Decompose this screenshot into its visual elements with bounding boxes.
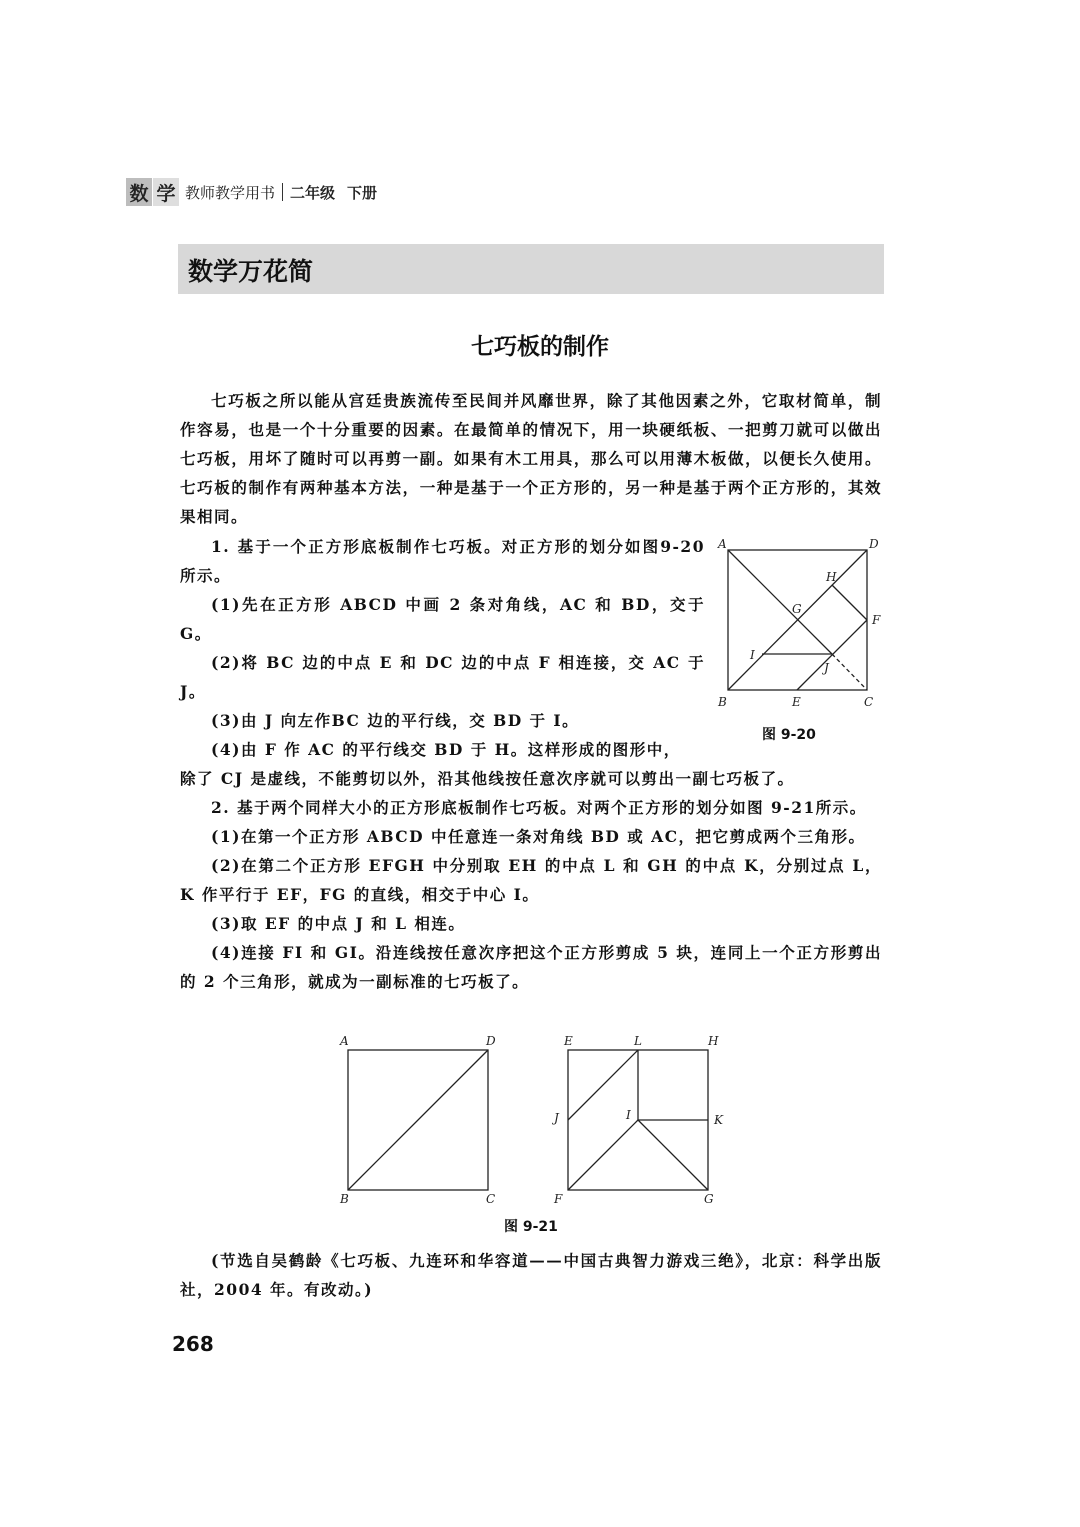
article-title: 七巧板的制作 (471, 334, 609, 360)
book-logo (126, 178, 179, 206)
fig1-label-f: F (872, 613, 881, 627)
method-2-step-1: (1)在第一个正方形 ABCD 中任意连一条对角线 BD 或 AC，把它剪成两个三角形。 (211, 827, 866, 846)
fig1-line-fh (832, 585, 867, 620)
figure-9-20 (712, 532, 892, 712)
header-divider (282, 183, 283, 201)
volume-label: 下册 (347, 183, 378, 202)
section-title: 数学万花简 (188, 257, 314, 286)
source-citation: (节选自吴鹤龄《七巧板、九连环和华容道——中国古典智力游戏三绝》，北京：科学出版社，2004 年。有改动。) (180, 1251, 882, 1299)
intro-paragraph: 七巧板之所以能从宫廷贵族流传至民间并风靡世界，除了其他因素之外，它取材简单，制作容易，也是一个十分重要的因素。在最简单的情况下，用一块硬纸板、一把剪刀就可以做出七巧板，用坏了随时可以再剪一副。如果有木工用具，那么可以用薄木板做，以便长久使用。七巧板的制作有两种基本方法，一种是基于一个正方形的，另一种是基于两个正方形的，其效果相同。 (180, 391, 882, 526)
method-2-heading: 2. 基于两个同样大小的正方形底板制作七巧板。对两个正方形的划分如图 9-21所示。 (211, 798, 867, 817)
fig1-label-d: D (869, 537, 879, 551)
fig1-label-e: E (792, 695, 801, 709)
fig1-diagonal-cj-dashed (832, 654, 867, 690)
method-1-step-2: (2)将 BC 边的中点 E 和 DC 边的中点 F 相连接，交 AC 于J。 (180, 653, 705, 701)
figure-9-20-caption: 图 9-20 (762, 727, 816, 743)
fig1-label-a: A (718, 537, 727, 551)
fig1-label-j: J (824, 661, 829, 675)
fig2-label-j: J (554, 1111, 559, 1125)
fig1-label-g: G (792, 602, 802, 616)
method-2-step-2: (2)在第二个正方形 EFGH 中分别取 EH 的中点 L 和 GH 的中点 K，分别过点 L，K 作平行于 EF，FG 的直线，相交于中心 I。 (180, 856, 882, 904)
figure-9-21 (332, 1026, 742, 1216)
fig2-label-h: H (708, 1034, 719, 1048)
method-1-block (180, 532, 705, 764)
fig2-diagonal-bd (348, 1050, 488, 1190)
book-name: 教师教学用书 (185, 183, 276, 202)
fig2-label-f: F (554, 1192, 563, 1206)
method-2-block (180, 764, 882, 996)
method-2-step-3: (3)取 EF 的中点 J 和 L 相连。 (211, 914, 466, 933)
fig2-line-fi (568, 1120, 638, 1190)
fig1-label-b: B (718, 695, 727, 709)
fig2-label-a: A (340, 1034, 349, 1048)
method-1-continuation: 除了 CJ 是虚线，不能剪切以外，沿其他线按任意次序就可以剪出一副七巧板了。 (180, 769, 795, 788)
method-1-heading: 1. 基于一个正方形底板制作七巧板。对正方形的划分如图9-20所示。 (180, 537, 705, 585)
fig2-label-b: B (340, 1192, 349, 1206)
fig2-label-d: D (486, 1034, 496, 1048)
fig2-label-i: I (626, 1108, 631, 1122)
fig2-label-e: E (564, 1034, 573, 1048)
fig2-label-l: L (634, 1034, 642, 1048)
fig2-label-k: K (714, 1113, 723, 1127)
method-1-step-1: (1)先在正方形 ABCD 中画 2 条对角线，AC 和 BD，交于G。 (180, 595, 705, 643)
page-number: 268 (172, 1332, 214, 1356)
fig1-label-i: I (750, 648, 755, 662)
fig1-label-h: H (826, 570, 837, 584)
fig1-label-c: C (864, 695, 874, 709)
method-1-step-3: (3)由 J 向左作BC 边的平行线，交 BD 于 I。 (211, 711, 580, 730)
fig2-label-g: G (704, 1192, 714, 1206)
running-header (126, 176, 377, 208)
fig2-label-c: C (486, 1192, 496, 1206)
logo-char-2: 学 (153, 178, 179, 206)
figure-9-21-caption: 图 9-21 (504, 1219, 558, 1235)
method-1-step-4: (4)由 F 作 AC 的平行线交 BD 于 H。这样形成的图形中， (211, 740, 681, 759)
fig2-line-gi (638, 1120, 708, 1190)
logo-char-1: 数 (126, 178, 152, 206)
method-2-step-4: (4)连接 FI 和 GI。沿连线按任意次序把这个正方形剪成 5 块，连同上一个正方形剪出的 2 个三角形，就成为一副标准的七巧板了。 (180, 943, 882, 991)
grade-label: 二年级 (290, 183, 336, 202)
